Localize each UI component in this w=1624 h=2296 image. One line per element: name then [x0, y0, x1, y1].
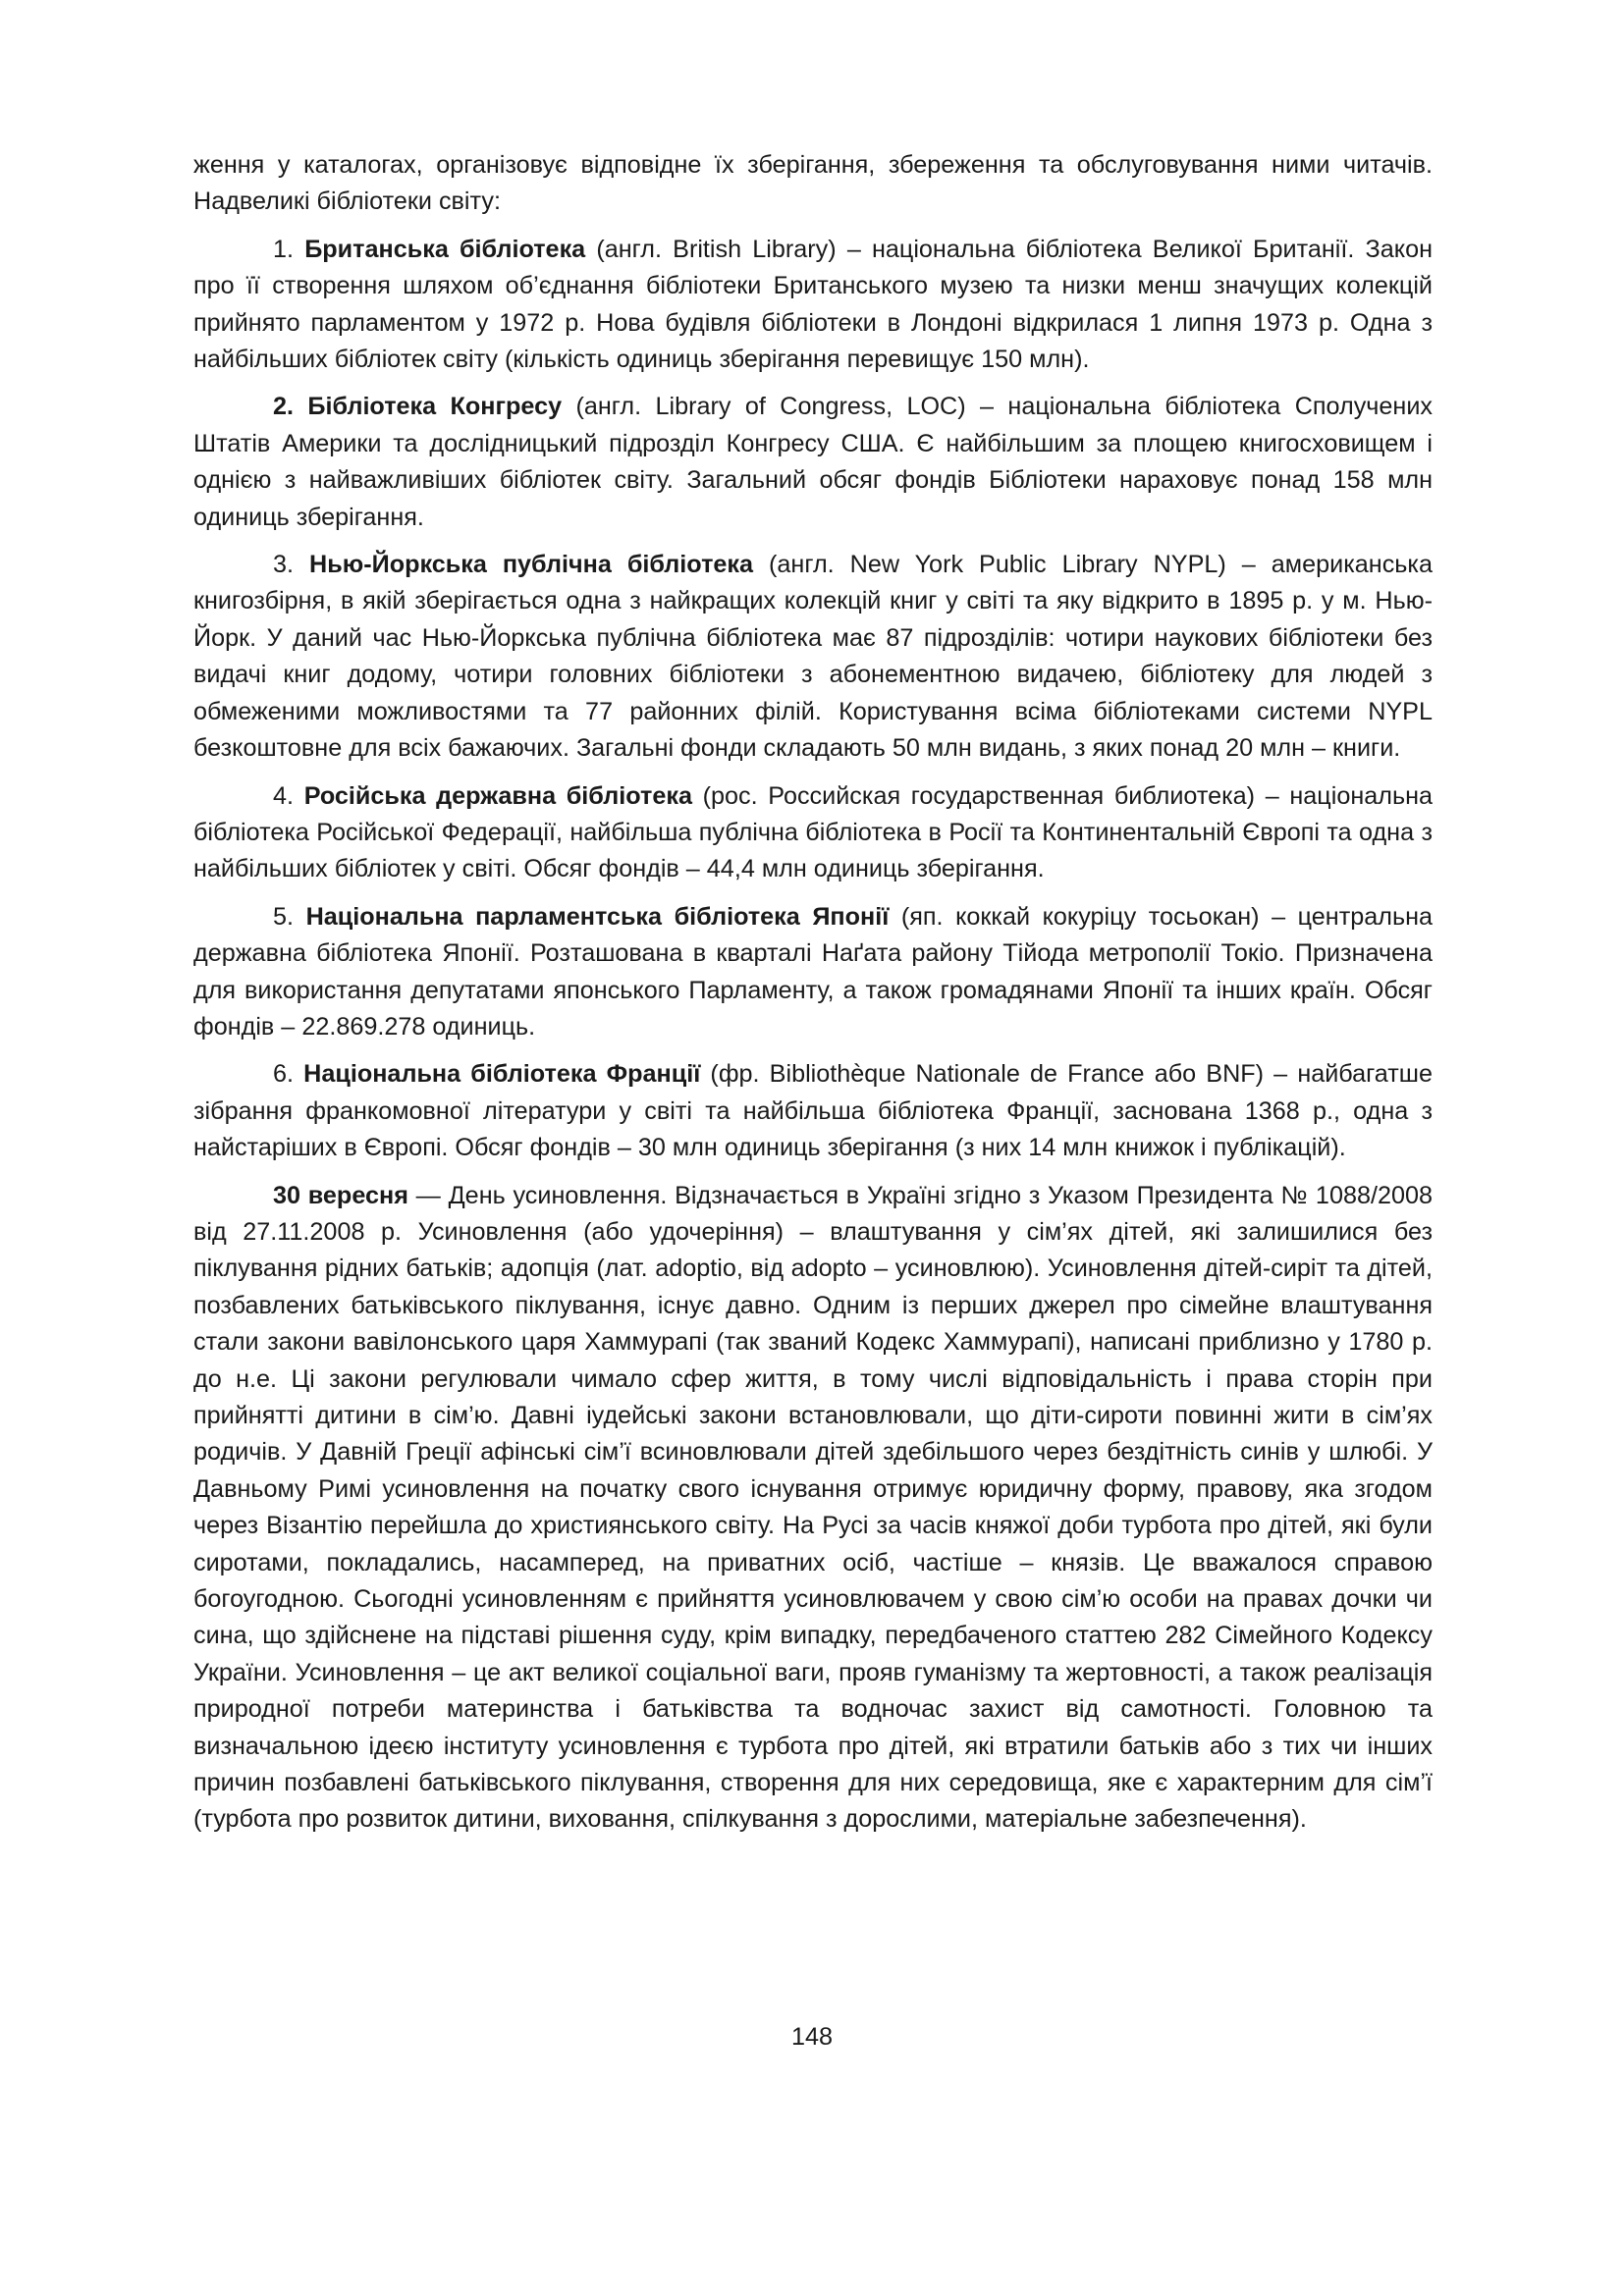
entry-number: 2. — [273, 393, 295, 421]
page-number: 148 — [790, 2023, 834, 2051]
library-name: Британська бібліотека — [304, 235, 586, 263]
library-description: (рос. Российская государственная библиотека) – національна бібліотека Російської Федерації, найбільша публічна бібліотека в Росії та Континентальній Європі та одна з найбільших бібліотек у світі. Обсяг фондів – 44,4 млн одиниць зберігання. — [193, 781, 1433, 883]
entry-number: 6. — [273, 1060, 295, 1089]
library-entry-british — [193, 232, 1433, 379]
library-entry-congress — [193, 389, 1433, 536]
adoption-day-entry — [193, 1178, 1433, 1839]
library-name: Бібліотека Конгресу — [307, 393, 563, 421]
library-description: (англ. New York Public Library NYPL) – американська книгозбірня, в якій зберігається одна з найкращих колекцій книг у світі та яку відкрито в 1895 р. у м. Нью-Йорк. У даний час Нью-Йоркська публічна бібліотека має 87 підрозділів: чотири наукових бібліотеки без видачі книг додому, чотири головних бібліотеки з абонементною видачею, бібліотеку для людей з обмеженими можливостями та 77 районних філій. Користування всіма бібліотеками системи NYPL безкоштовне для всіх бажаючих. Загальні фонди складають 50 млн видань, з яких понад 20 млн – книги. — [193, 551, 1433, 763]
adoption-day-date: 30 вересня — [273, 1181, 408, 1209]
library-name: Національна парламентська бібліотека Японії — [305, 902, 890, 931]
library-name: Нью-Йоркська публічна бібліотека — [309, 551, 754, 579]
intro-paragraph: ження у каталогах, організовує відповідне їх зберігання, збереження та обслуговування ними читачів. Надвеликі бібліотеки світу: — [193, 151, 1433, 216]
adoption-day-description: — День усиновлення. Відзначається в Україні згідно з Указом Президента № 1088/2008 від 27.11.2008 р. Усиновлення (або удочеріння) – влаштування у сім’ях дітей, які залишилися без піклування рідних батьків; адопція (лат. adoptio, від adopto – усиновлюю). Усиновлення дітей-сиріт та дітей, позбавлених батьківського піклування, існує давно. Одним із перших джерел про сімейне влаштування стали закони вавілонського царя Хаммурапі (так званий Кодекс Хаммурапі), написані приблизно у 1780 р. до н.е. Ці закони регулювали чимало сфер життя, в тому числі відповідальність і права сторін при прийнятті дитини в сім’ю. Давні іудейські закони встановлювали, що діти-сироти повинні жити в сім’ях родичів. У Давній Греції афінські сім’ї всиновлювали дітей здебільшого через бездітність синів у шлюбі. У Давньому Римі усиновлення на початку свого існування отримує юридичну форму, правову, яка згодом через Візантію перейшла до християнського світу. На Русі за часів княжої доби турбота про дітей, які були сиротами, покладались, насамперед, на приватних осіб, частіше – князів. Це вважалося справою богоугодною. Сьогодні усиновленням є прийняття усиновлювачем у свою сім’ю особи на правах дочки чи сина, що здійснене на підставі рішення суду, крім випадку, передбаченого статтею 282 Сімейного Кодексу України. Усиновлення – це акт великої соціальної ваги, прояв гуманізму та жертовності, а також реалізація природної потреби материнства і батьківства та водночас захист від самотності. Головною та визначальною ідеєю інституту усиновлення є турбота про дітей, які втратили батьків або з тих чи інших причин позбавлені батьківського піклування, створення для них середовища, яке є характерним для сім’ї (турбота про розвиток дитини, виховання, спілкування з дорослими, матеріальне забезпечення). — [193, 1181, 1433, 1834]
library-name: Національна бібліотека Франції — [303, 1060, 701, 1089]
library-description: (англ. British Library) – національна бібліотека Великої Британії. Закон про її створення шляхом об’єднання бібліотеки Британського музею та низки менш значущих колекцій прийнято парламентом у 1972 р. Нова будівля бібліотеки в Лондоні відкрилася 1 липня 1973 р. Одна з найбільших бібліотек світу (кількість одиниць зберігання перевищує 150 млн). — [193, 235, 1433, 374]
library-description: (яп. коккай кокуріцу тосьокан) – центральна державна бібліотека Японії. Розташована в кварталі Наґата району Тійода метрополії Токіо. Призначена для використання депутатами японського Парламенту, а також громадянами Японії та інших країн. Обсяг фондів – 22.869.278 одиниць. — [193, 902, 1434, 1041]
library-description: (англ. Library of Congress, LOC) – національна бібліотека Сполучених Штатів Америки та дослідницький підрозділ Конгресу США. Є найбільшим за площею книгосховищем і однією з найважливіших бібліотек світу. Загальний обсяг фондів Бібліотеки нараховує понад 158 млн одиниць зберігання. — [193, 393, 1433, 531]
entry-number: 1. — [273, 235, 295, 263]
library-entry-russian-state — [193, 778, 1433, 888]
library-entry-france — [193, 1056, 1433, 1166]
entry-number: 5. — [273, 902, 295, 931]
library-entry-nypl — [193, 547, 1433, 767]
library-name: Російська державна бібліотека — [303, 781, 692, 810]
library-description: (фр. Bibliothèque Nationale de France або BNF) – найбагатше зібрання франкомовної літератури у світі та найбільша бібліотека Франції, заснована 1368 р., одна з найстаріших в Європі. Обсяг фондів – 30 млн одиниць зберігання (з них 14 млн книжок і публікацій). — [193, 1060, 1434, 1162]
entry-number: 4. — [273, 781, 295, 810]
library-entry-japan-diet — [193, 899, 1433, 1046]
entry-number: 3. — [273, 551, 295, 579]
page-body — [193, 147, 1433, 1839]
